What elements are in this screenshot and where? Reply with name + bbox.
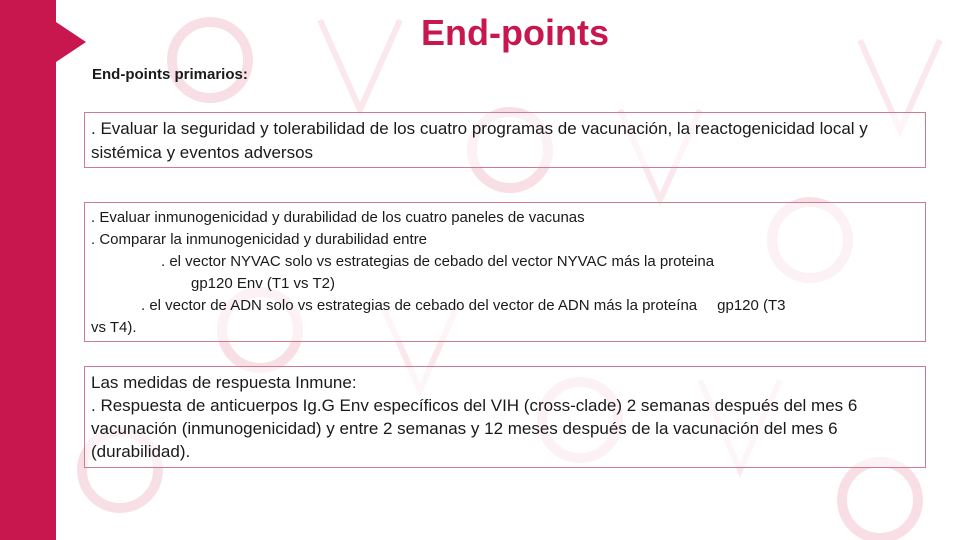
box2-line-1: . Evaluar inmunogenicidad y durabilidad de los cuatro paneles de vacunas (91, 209, 585, 226)
box2-line-5-end: gp120 (T3 (717, 297, 786, 314)
box2-line-6: vs T4). (91, 319, 137, 336)
box2-line-2: . Comparar la inmunogenicidad y durabilidad entre (91, 231, 428, 248)
box2-line-5 (91, 295, 919, 317)
slide-subtitle: End-points primarios: (92, 66, 248, 83)
primary-endpoint-box-immunogenicity (84, 202, 926, 342)
box2-line-5-text: . el vector de ADN solo vs estrategias de cebado del vector de ADN más la proteína (141, 297, 698, 314)
primary-endpoint-box-safety (84, 112, 926, 168)
box3-heading: Las medidas de respuesta Inmune: (91, 373, 357, 392)
box2-line-3: . el vector NYVAC solo vs estrategias de cebado del vector NYVAC más la proteina (161, 253, 715, 270)
left-accent-notch (56, 22, 86, 62)
box3-text: . Respuesta de anticuerpos Ig.G Env específicos del VIH (cross-clade) 2 semanas después del mes 6 vacunación (inmunogenicidad) y entre 2 semanas y 12 meses después de la vacunación del mes 6 (durabilidad). (91, 396, 858, 461)
left-accent-bar (0, 0, 56, 540)
slide-title: End-points (421, 12, 609, 53)
box2-line-4: gp120 Env (T1 vs T2) (191, 275, 335, 292)
box1-text: . Evaluar la seguridad y tolerabilidad de los cuatro programas de vacunación, la reactogenicidad local y sistémica y eventos adversos (91, 119, 868, 162)
immune-response-box (84, 366, 926, 468)
